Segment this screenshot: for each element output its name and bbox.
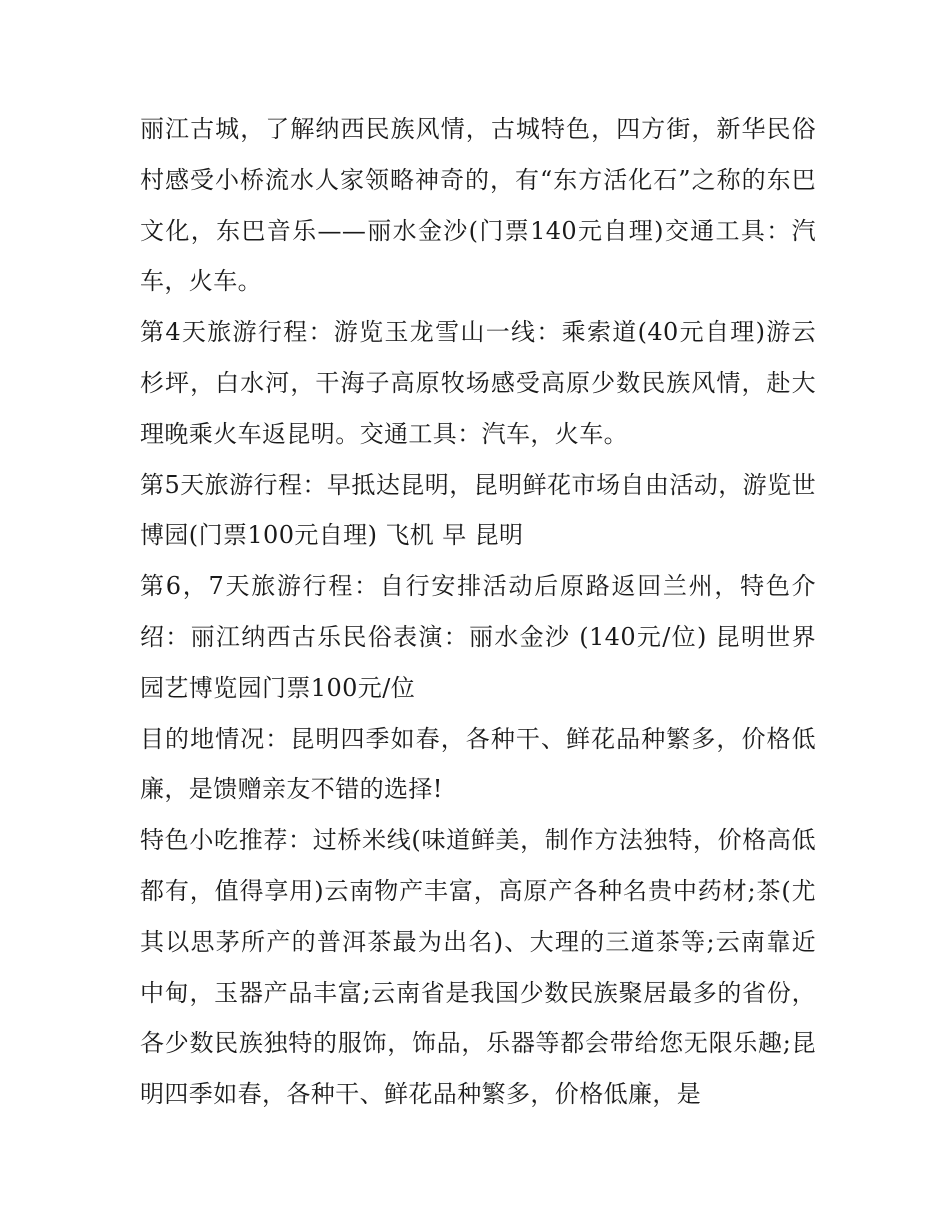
paragraph-day-4-itinerary: 第4天旅游行程：游览玉龙雪山一线：乘索道(40元自理)游云杉坪，白水河，干海子高原牧场感受高原少数民族风情，赴大理晚乘火车返昆明。交通工具：汽车，火车。	[140, 318, 816, 448]
paragraph-destination-info: 目的地情况：昆明四季如春，各种干、鲜花品种繁多，价格低廉，是馈赠亲友不错的选择!	[140, 724, 816, 804]
document-page	[140, 104, 816, 1120]
paragraph-day-6-7-itinerary: 第6，7天旅游行程：自行安排活动后原路返回兰州，特色介绍：丽江纳西古乐民俗表演：丽水金沙 (140元/位) 昆明世界园艺博览园门票100元/位	[140, 572, 816, 702]
paragraph-day-5-itinerary: 第5天旅游行程：早抵达昆明，昆明鲜花市场自由活动，游览世博园(门票100元自理) 飞机 早 昆明	[140, 470, 816, 550]
paragraph-lijiang-old-town: 丽江古城，了解纳西民族风情，古城特色，四方街，新华民俗村感受小桥流水人家领略神奇的，有“东方活化石”之称的东巴文化，东巴音乐——丽水金沙(门票140元自理)交通工具：汽车，火车。	[140, 115, 816, 296]
paragraph-local-snacks: 特色小吃推荐：过桥米线(味道鲜美，制作方法独特，价格高低都有，值得享用)云南物产丰富，高原产各种名贵中药材;茶(尤其以思茅所产的普洱茶最为出名)、大理的三道茶等;云南靠近中甸，玉器产品丰富;云南省是我国少数民族聚居最多的省份，各少数民族独特的服饰，饰品，乐器等都会带给您无限乐趣;昆明四季如春，各种干、鲜花品种繁多，价格低廉，是	[140, 826, 816, 1109]
